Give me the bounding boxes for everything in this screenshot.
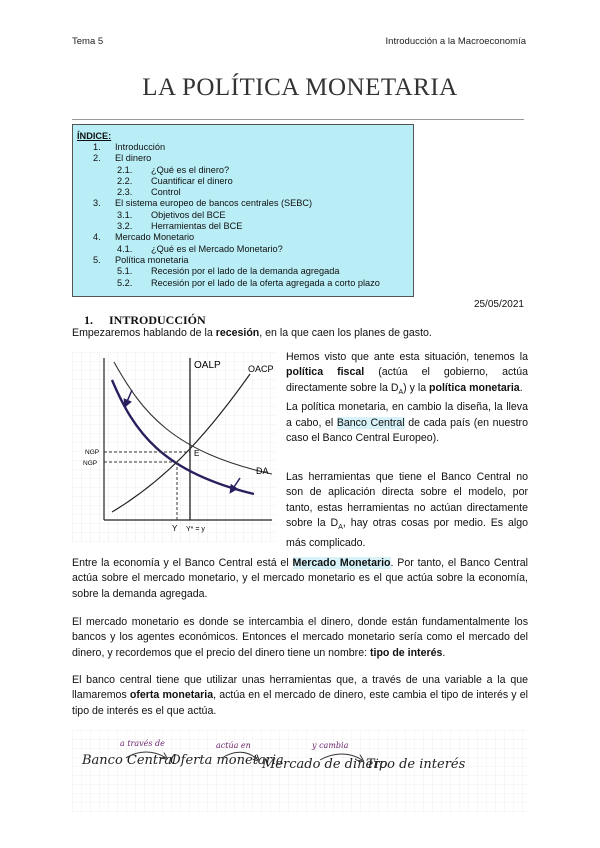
flow-node-tipo: Tipo de interés [366,757,466,772]
index-heading: ÍNDICE: [77,131,112,141]
label-ncp: NGP [85,449,100,456]
index-item-text: Recesión por el lado de la oferta agregada a corto plazo [151,277,380,288]
index-item-number: 3.1. [117,209,133,220]
index-item-number: 5.2. [117,277,133,288]
section-number: 1. [84,313,93,327]
side-paragraph-2: Las herramientas que tiene el Banco Central no son de aplicación directa sobre el modelo, por tanto, estas herramientas no actúan directamente sobre la $D_A$, hay otras cosas por medio. Es algo más complicado. [286,471,528,549]
flow-arrow-label-2: actúa en [216,741,251,750]
index-item-text: ¿Qué es el dinero? [151,164,230,175]
index-item-text: Introducción [115,142,166,152]
flow-arrow-label-3: y cambia [312,741,349,750]
index-item-number: 2.3. [117,187,133,198]
index-item [77,244,413,255]
index-item-number: 2.1. [117,164,133,175]
header-left: Tema 5 [72,36,104,47]
index-item-text: Política monetaria [115,254,189,265]
label-oacp: OACP [248,364,274,374]
side-paragraph-1: Hemos visto que ante esta situación, tenemos la política fiscal (actúa el gobierno, actúa directamente sobre la $D_A$) y la política monetaria. La política monetaria, en cambio la diseña, la lleva a cabo, el Banco Central de cada país (en nuestro caso el Banco Central Europeo). [286,351,528,445]
paragraph-oferta: El banco central tiene que utilizar unas herramientas que, a través de una variable a la que llamaremos oferta monetaria, actúa en el mercado de dinero, este cambia el tipo de interés y el tipo de interés es el que actúa. [72,674,528,717]
index-item-text: Objetivos del BCE [151,209,226,220]
paragraph-intro: Empezaremos hablando de la recesión, en la que caen los planes de gasto. [72,327,432,339]
index-item [77,210,413,221]
index-item [77,142,413,153]
document-date: 25/05/2021 [473,299,524,310]
label-y: Y [172,524,178,533]
flow-node-oferta: Oferta monetaria [170,753,284,768]
index-item [77,165,413,176]
index-item-text: ¿Qué es el Mercado Monetario? [151,243,283,254]
flow-arrow-label-1: a través de [120,739,165,748]
index-item [77,278,413,289]
index-item-text: El dinero [115,153,152,164]
section-title: INTRODUCCIÓN [109,313,206,327]
label-oalp: OALP [194,360,221,371]
paragraph-tipo: El mercado monetario es donde se intercambia el dinero, donde están fundamentalmente los bancos y los agentes económicos. Entonces el mercado monetario sería como el mercado del dinero, y recordemos que el precio del dinero tiene un nombre: tipo de interés. [72,616,528,659]
index-item-number: 3. [93,198,101,209]
title-divider [72,119,524,120]
index-item-number: 5. [93,254,101,265]
index-item-number: 2.2. [117,175,133,186]
index-item-text: Cuantificar el dinero [151,175,233,186]
index-item-text: Herramientas del BCE [151,221,243,232]
flow-node-mercado: Mercado de dinero [262,757,388,772]
ad-as-graph [72,352,276,542]
index-item [77,198,413,209]
index-item [77,266,413,277]
page-title: LA POLÍTICA MONETARIA [142,74,458,101]
index-item-text: Mercado Monetario [115,232,195,243]
index-item-number: 2. [93,153,101,164]
flow-node-banco: Banco Central [82,753,177,768]
index-item-text: Recesión por el lado de la demanda agregada [151,266,340,277]
index-item-number: 3.2. [117,221,133,232]
label-da: DA [256,466,269,476]
index-item [77,176,413,187]
index-list [77,142,413,289]
index-item-text: Control [151,187,181,198]
index-item [77,232,413,243]
index-item-number: 4. [93,232,101,243]
label-ystar: Y* = y [186,526,205,533]
header-right: Introducción a la Macroeconomía [385,36,526,47]
label-ncp2: NGP [83,460,98,467]
index-item [77,187,413,198]
index-item [77,153,413,164]
index-item-number: 1. [93,142,101,152]
paragraph-mercado: Entre la economía y el Banco Central está el Mercado Monetario. Por tanto, el Banco Central actúa sobre el mercado monetario, y el mercado monetario es el que actúa sobre la economía, sobre la demanda agregada. [72,557,528,600]
index-item-number: 5.1. [117,266,133,277]
index-item [77,255,413,266]
index-box [72,124,414,297]
index-item [77,221,413,232]
label-e: E [194,449,200,458]
index-item-text: El sistema europeo de bancos centrales (SEBC) [115,198,313,209]
index-item-number: 4.1. [117,243,133,254]
flow-diagram [72,730,528,814]
